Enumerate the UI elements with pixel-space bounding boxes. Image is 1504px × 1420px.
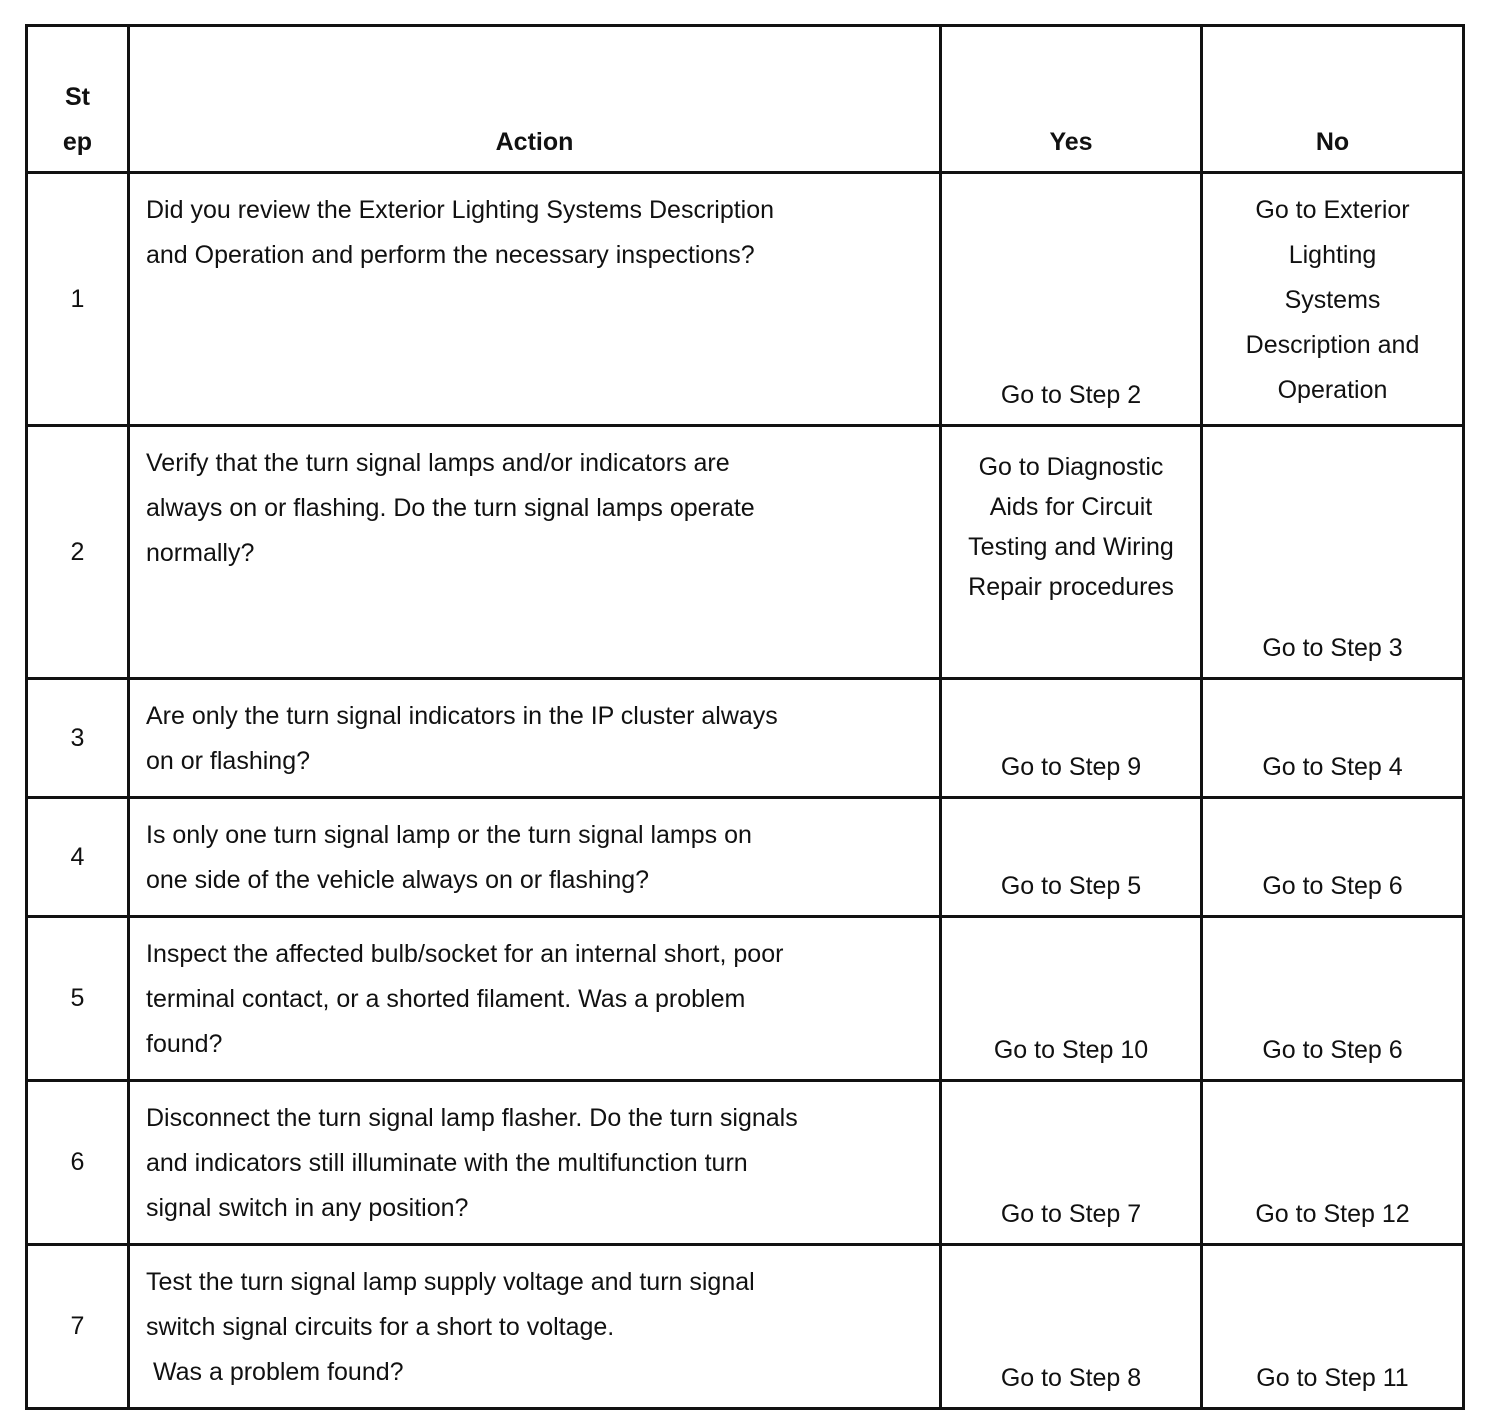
- no-cell: [1202, 679, 1464, 798]
- action-cell: [129, 426, 941, 679]
- header-step-line1: St: [65, 83, 90, 111]
- action-line: terminal contact, or a shorted filament. Was a problem: [146, 985, 746, 1013]
- no-link[interactable]: Go to Step 3: [1262, 634, 1403, 662]
- step-number: 7: [27, 1245, 129, 1409]
- action-cell: [129, 1245, 941, 1409]
- table-row: [27, 679, 1464, 798]
- action-cell: [129, 798, 941, 917]
- no-cell: [1202, 1245, 1464, 1409]
- no-link[interactable]: Lighting: [1288, 241, 1377, 269]
- yes-link[interactable]: Go to Step 10: [993, 1036, 1149, 1064]
- yes-link[interactable]: Go to Step 9: [1000, 753, 1142, 781]
- yes-link[interactable]: Testing and Wiring: [968, 533, 1174, 561]
- no-link[interactable]: Go to Exterior: [1255, 196, 1410, 224]
- no-cell: [1202, 173, 1464, 426]
- action-line: Are only the turn signal indicators in the IP cluster always: [146, 702, 778, 730]
- yes-link[interactable]: Go to Step 8: [1000, 1364, 1142, 1392]
- no-link[interactable]: Go to Step 6: [1262, 1036, 1403, 1064]
- table-body: [27, 173, 1464, 1409]
- no-cell: [1202, 798, 1464, 917]
- action-line: and indicators still illuminate with the multifunction turn: [146, 1149, 748, 1177]
- action-line: Is only one turn signal lamp or the turn signal lamps on: [146, 821, 752, 849]
- table-row: [27, 1081, 1464, 1245]
- action-line: Did you review the Exterior Lighting Systems Description: [146, 196, 775, 224]
- action-line: normally?: [146, 539, 255, 567]
- table-row: [27, 426, 1464, 679]
- action-line: always on or flashing. Do the turn signal lamps operate: [146, 494, 755, 522]
- header-action: Action: [129, 26, 941, 173]
- no-cell: [1202, 426, 1464, 679]
- table-row: [27, 173, 1464, 426]
- header-no: No: [1202, 26, 1464, 173]
- yes-link[interactable]: Aids for Circuit: [989, 493, 1153, 521]
- action-cell: [129, 679, 941, 798]
- header-row: [27, 26, 1464, 173]
- action-cell: [129, 173, 941, 426]
- action-cell: [129, 1081, 941, 1245]
- action-line: Disconnect the turn signal lamp flasher. Do the turn signals: [146, 1104, 798, 1132]
- action-line: one side of the vehicle always on or flashing?: [146, 866, 650, 894]
- yes-cell: [941, 173, 1202, 426]
- yes-cell: [941, 798, 1202, 917]
- action-line: switch signal circuits for a short to voltage.: [146, 1313, 615, 1341]
- no-cell: [1202, 1081, 1464, 1245]
- yes-cell: [941, 1081, 1202, 1245]
- action-line: Verify that the turn signal lamps and/or indicators are: [146, 449, 730, 477]
- no-link[interactable]: Systems: [1284, 286, 1381, 314]
- action-line: and Operation and perform the necessary inspections?: [146, 241, 755, 269]
- yes-link[interactable]: Go to Diagnostic: [978, 453, 1164, 481]
- table-row: [27, 798, 1464, 917]
- step-number: 2: [27, 426, 129, 679]
- action-line: signal switch in any position?: [146, 1194, 469, 1222]
- step-number: 1: [27, 173, 129, 426]
- step-number: 5: [27, 917, 129, 1081]
- no-link[interactable]: Go to Step 6: [1262, 872, 1403, 900]
- step-number: 3: [27, 679, 129, 798]
- no-link[interactable]: Go to Step 12: [1255, 1200, 1410, 1228]
- action-line: Was a problem found?: [146, 1358, 404, 1386]
- no-cell: [1202, 917, 1464, 1081]
- yes-cell: [941, 426, 1202, 679]
- header-step-line2: ep: [62, 128, 93, 156]
- yes-link[interactable]: Repair procedures: [968, 573, 1174, 601]
- yes-cell: [941, 917, 1202, 1081]
- action-line: Test the turn signal lamp supply voltage and turn signal: [146, 1268, 755, 1296]
- table-row: [27, 917, 1464, 1081]
- yes-cell: [941, 1245, 1202, 1409]
- action-line: on or flashing?: [146, 747, 311, 775]
- yes-link[interactable]: Go to Step 7: [1000, 1200, 1142, 1228]
- action-line: Inspect the affected bulb/socket for an internal short, poor: [146, 940, 784, 968]
- action-line: found?: [146, 1030, 223, 1058]
- no-link[interactable]: Go to Step 4: [1262, 753, 1403, 781]
- header-step: [27, 26, 129, 173]
- yes-link[interactable]: Go to Step 5: [1000, 872, 1142, 900]
- no-link[interactable]: Description and: [1245, 331, 1420, 359]
- step-number: 6: [27, 1081, 129, 1245]
- yes-cell: [941, 679, 1202, 798]
- no-link[interactable]: Go to Step 11: [1256, 1364, 1409, 1392]
- header-yes: Yes: [941, 26, 1202, 173]
- action-cell: [129, 917, 941, 1081]
- no-link[interactable]: Operation: [1277, 376, 1388, 404]
- diagnostic-table: [25, 24, 1465, 1410]
- step-number: 4: [27, 798, 129, 917]
- yes-link[interactable]: Go to Step 2: [1000, 381, 1142, 409]
- table-row: [27, 1245, 1464, 1409]
